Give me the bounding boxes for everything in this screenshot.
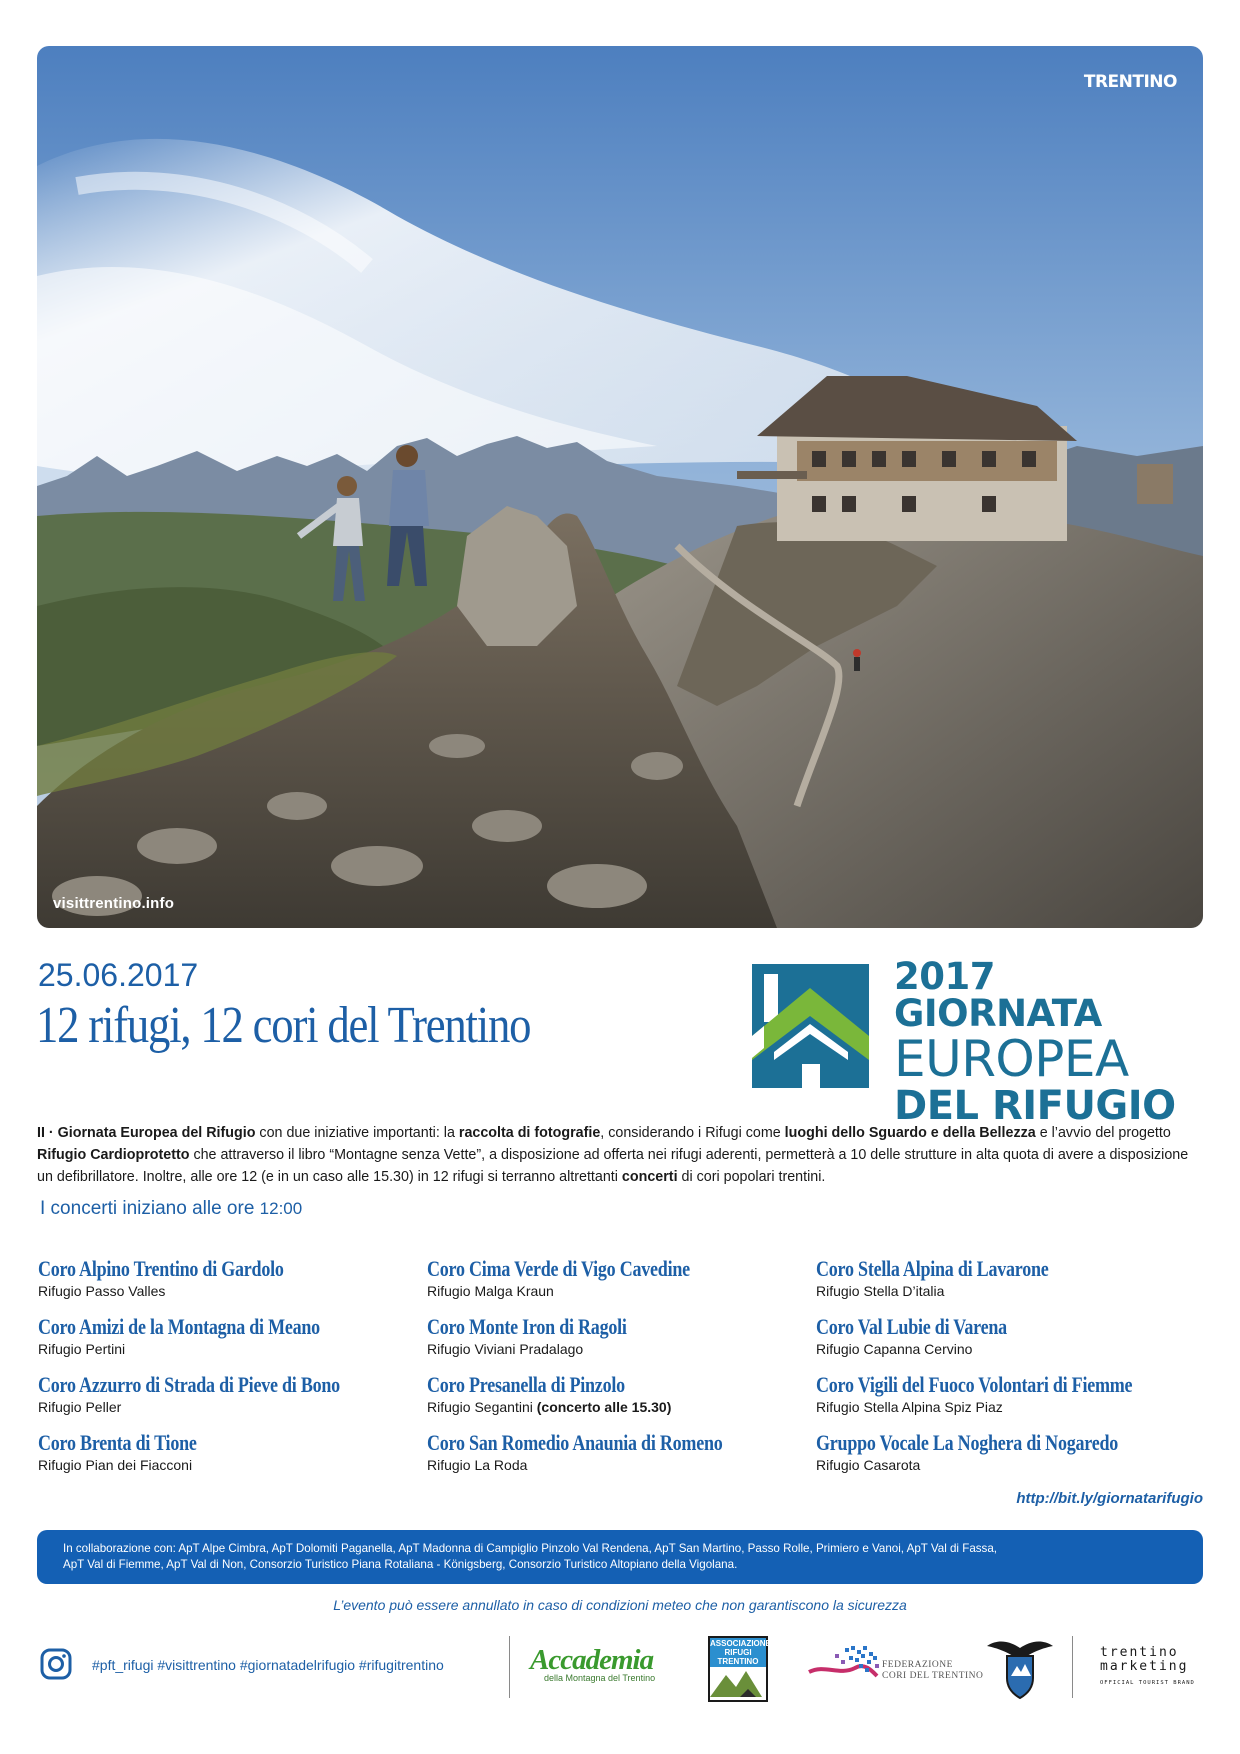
choir-name: Coro Stella Alpina di Lavarone [816,1256,1049,1281]
choir-name: Coro Alpino Trentino di Gardolo [38,1256,284,1281]
giornata-line-1: 2017 GIORNATA [894,955,1102,1035]
intro-paragraph [37,1122,1203,1188]
hut-name: Rifugio Casarota [816,1457,921,1473]
hashtags: #pft_rifugi #visittrentino #giornatadelrifugio #rifugitrentino [92,1657,444,1673]
intro-bold-3: raccolta di fotografie [458,1125,601,1141]
hut-name: Rifugio Viviani Pradalago [427,1341,584,1357]
choir-name: Coro Monte Iron di Ragoli [427,1314,627,1339]
choir-name: Coro Azzurro di Strada di Pieve di Bono [38,1372,340,1397]
accademia-logo [530,1644,678,1692]
hut-name: Rifugio Malga Kraun [427,1283,554,1299]
choir-item [816,1256,1206,1314]
event-link[interactable]: http://bit.ly/giornatarifugio [1016,1490,1203,1507]
rifugi-logo-label: ASSOCIAZIONE RIFUGI TRENTINO [710,1639,771,1666]
cori-trentino-logo-text [882,1660,983,1682]
mountain-landscape-image [37,46,1203,928]
choir-item [816,1430,1206,1488]
footer-divider [1072,1636,1073,1698]
giornata-house-logo-icon [752,964,869,1088]
choir-column-1 [38,1256,428,1488]
hut-name: Rifugio Pertini [38,1341,126,1357]
hut-name: Rifugio Passo Valles [38,1283,166,1299]
concerts-label: I concerti iniziano alle ore [40,1198,260,1219]
collaboration-bar [37,1530,1203,1584]
concerts-time: 12:00 [259,1199,303,1218]
accademia-logo-subtitle: della Montagna del Trentino [544,1673,656,1683]
hut-name: Rifugio Stella Alpina Spiz Piaz [816,1399,1003,1415]
choir-item [427,1314,817,1372]
intro-bold-9: concerti [621,1169,678,1185]
tm-logo-line-3: OFFICIAL TOURIST BRAND [1100,1680,1195,1686]
collaboration-line-2: ApT Val di Fiemme, ApT Val di Non, Consorzio Turistico Piana Rotaliana - Königsberg, Consorzio Turistico Altopiano della Vigolana. [63,1558,738,1571]
choir-item [427,1256,817,1314]
giornata-line-3: DEL RIFUGIO [894,1083,1176,1129]
choir-name: Coro Brenta di Tione [38,1430,197,1455]
hut-name [427,1399,817,1415]
giornata-line-2: EUROPEA [894,1030,1129,1088]
concerts-start-time [40,1198,302,1220]
choir-item [816,1314,1206,1372]
choir-item [38,1430,428,1488]
associazione-rifugi-logo [708,1636,771,1702]
choir-name: Coro Presanella di Pinzolo [427,1372,625,1397]
trentino-brand-logo: TRENTINO [1083,72,1177,92]
choir-name: Coro Val Lubie di Varena [816,1314,1007,1339]
collaboration-line-1: In collaborazione con: ApT Alpe Cimbra, ApT Dolomiti Paganella, ApT Madonna di Campiglio Pinzolo Val Rendena, ApT San Martino, Passo Rolle, Primiero e Vanoi, ApT Val di Fassa, [63,1542,998,1555]
hut-name-text: Rifugio Segantini [427,1399,533,1415]
cori-logo-line-2: CORI DEL TRENTINO [882,1671,984,1681]
accademia-logo-title: Accademia [530,1644,654,1676]
choir-column-3 [816,1256,1206,1488]
choir-column-2 [427,1256,817,1488]
hut-name: Rifugio Pian dei Fiacconi [38,1457,193,1473]
intro-text-4: , considerando i Rifugi come [600,1125,785,1141]
intro-text-2: con due iniziative importanti: la [255,1125,459,1141]
intro-text-6: e l’avvio del progetto [1035,1125,1171,1141]
intro-bold-1: II · Giornata Europea del Rifugio [37,1125,256,1141]
cori-logo-line-1: FEDERAZIONE [882,1660,953,1670]
choir-item [38,1314,428,1372]
hut-name: Rifugio La Roda [427,1457,528,1473]
weather-warning: L’evento può essere annullato in caso di condizioni meteo che non garantiscono la sicurezza [333,1597,907,1613]
choir-item [38,1256,428,1314]
tm-logo-line-2: marketing [1100,1659,1189,1674]
sat-eagle-logo-icon [985,1636,1055,1700]
choir-name: Coro Vigili del Fuoco Volontari di Fiemme [816,1372,1133,1397]
tm-logo-line-1: trentino [1100,1645,1179,1660]
mountain-hut-icon [710,1667,762,1697]
instagram-icon[interactable] [40,1648,72,1680]
intro-text-8: che attraverso il libro “Montagne senza Vette”, a disposizione ad offerta nei rifugi aderenti, permetterà a 10 delle strutture in alta quota di avere a disposizione un defibrillatore. Inoltre, alle ore 12 (e in un caso alle 15.30) in 12 rifugi si terranno altrettanti [37,1147,1189,1185]
collaboration-text [63,1541,1177,1573]
intro-bold-5: luoghi dello Sguardo e della Bellezza [784,1125,1036,1141]
hero-url[interactable]: visittrentino.info [53,895,175,912]
hero-photo [37,46,1203,928]
hut-name: Rifugio Peller [38,1399,122,1415]
hut-name: Rifugio Stella D’italia [816,1283,945,1299]
intro-bold-7: Rifugio Cardioprotetto [37,1147,190,1163]
page-title: 12 rifugi, 12 cori del Trentino [36,997,531,1054]
choir-name: Coro Cima Verde di Vigo Cavedine [427,1256,690,1281]
choir-name: Coro San Romedio Anaunia di Romeno [427,1430,723,1455]
giornata-title-logo [894,955,1204,1129]
choir-name: Gruppo Vocale La Noghera di Nogaredo [816,1430,1119,1455]
trentino-marketing-logo [1100,1646,1195,1690]
choir-name: Coro Amizi de la Montagna di Meano [38,1314,320,1339]
choir-item [427,1430,817,1488]
hut-name: Rifugio Capanna Cervino [816,1341,973,1357]
event-date: 25.06.2017 [38,957,199,993]
concert-time-note: (concerto alle 15.30) [536,1399,672,1415]
choir-item [427,1372,817,1430]
intro-text-10: di cori popolari trentini. [677,1169,826,1185]
choir-item [38,1372,428,1430]
footer-divider [509,1636,510,1698]
choir-item [816,1372,1206,1430]
